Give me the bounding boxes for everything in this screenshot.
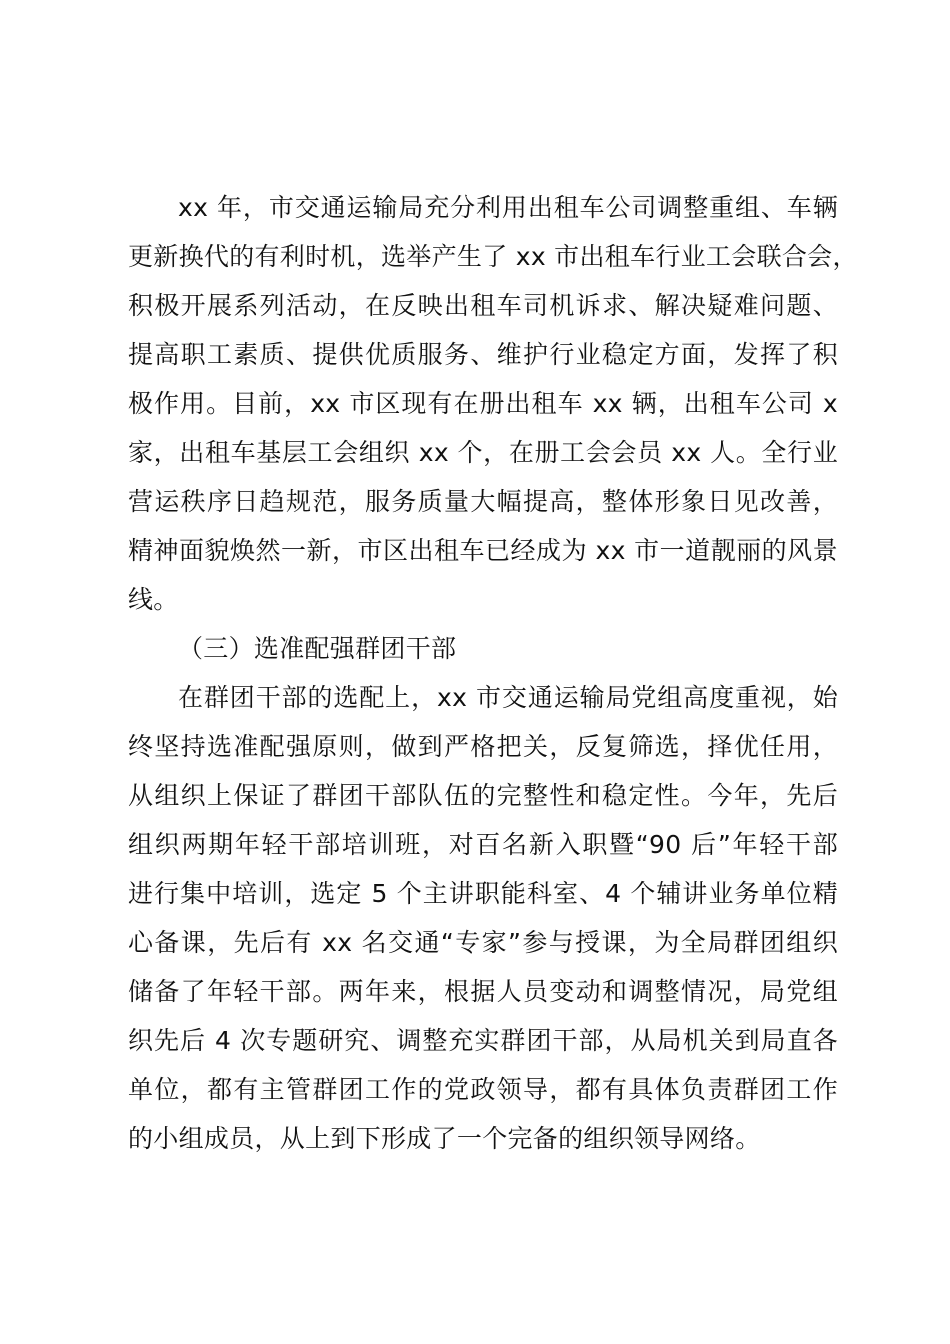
paragraph-line: 精神面貌焕然一新，市区出租车已经成为 xx 市一道靓丽的风景 bbox=[128, 536, 838, 565]
paragraph-cadre-selection bbox=[128, 673, 838, 1163]
paragraph-line: 进行集中培训，选定 5 个主讲职能科室、4 个辅讲业务单位精 bbox=[128, 879, 838, 908]
paragraph-line: 从组织上保证了群团干部队伍的完整性和稳定性。今年，先后 bbox=[128, 781, 838, 810]
paragraph-line: 在群团干部的选配上，xx 市交通运输局党组高度重视，始 bbox=[178, 683, 838, 712]
paragraph-line: 营运秩序日趋规范，服务质量大幅提高，整体形象日见改善， bbox=[128, 487, 838, 516]
paragraph-taxi-union bbox=[128, 183, 858, 624]
paragraph-line: 织先后 4 次专题研究、调整充实群团干部，从局机关到局直各 bbox=[128, 1026, 838, 1055]
paragraph-line: 单位，都有主管群团工作的党政领导，都有具体负责群团工作 bbox=[128, 1075, 838, 1104]
paragraph-line: 储备了年轻干部。两年来，根据人员变动和调整情况，局党组 bbox=[128, 977, 838, 1006]
paragraph-line: 线。 bbox=[128, 585, 179, 614]
document-body bbox=[128, 183, 858, 1163]
paragraph-line: 组织两期年轻干部培训班，对百名新入职暨“90 后”年轻干部 bbox=[128, 830, 838, 859]
paragraph-line: 提高职工素质、提供优质服务、维护行业稳定方面，发挥了积 bbox=[128, 340, 838, 369]
paragraph-line: 家，出租车基层工会组织 xx 个，在册工会会员 xx 人。全行业 bbox=[128, 438, 838, 467]
paragraph-line: 更新换代的有利时机，选举产生了 xx 市出租车行业工会联合会， bbox=[128, 242, 858, 271]
paragraph-line: 极作用。目前，xx 市区现有在册出租车 xx 辆，出租车公司 x bbox=[128, 389, 838, 418]
section-heading: （三）选准配强群团干部 bbox=[178, 634, 457, 663]
paragraph-line: 心备课，先后有 xx 名交通“专家”参与授课，为全局群团组织 bbox=[128, 928, 838, 957]
paragraph-line: 终坚持选准配强原则，做到严格把关，反复筛选，择优任用， bbox=[128, 732, 838, 761]
paragraph-line: xx 年，市交通运输局充分利用出租车公司调整重组、车辆 bbox=[178, 193, 838, 222]
paragraph-line: 积极开展系列活动，在反映出租车司机诉求、解决疑难问题、 bbox=[128, 291, 838, 320]
paragraph-line: 的小组成员，从上到下形成了一个完备的组织领导网络。 bbox=[128, 1124, 761, 1153]
